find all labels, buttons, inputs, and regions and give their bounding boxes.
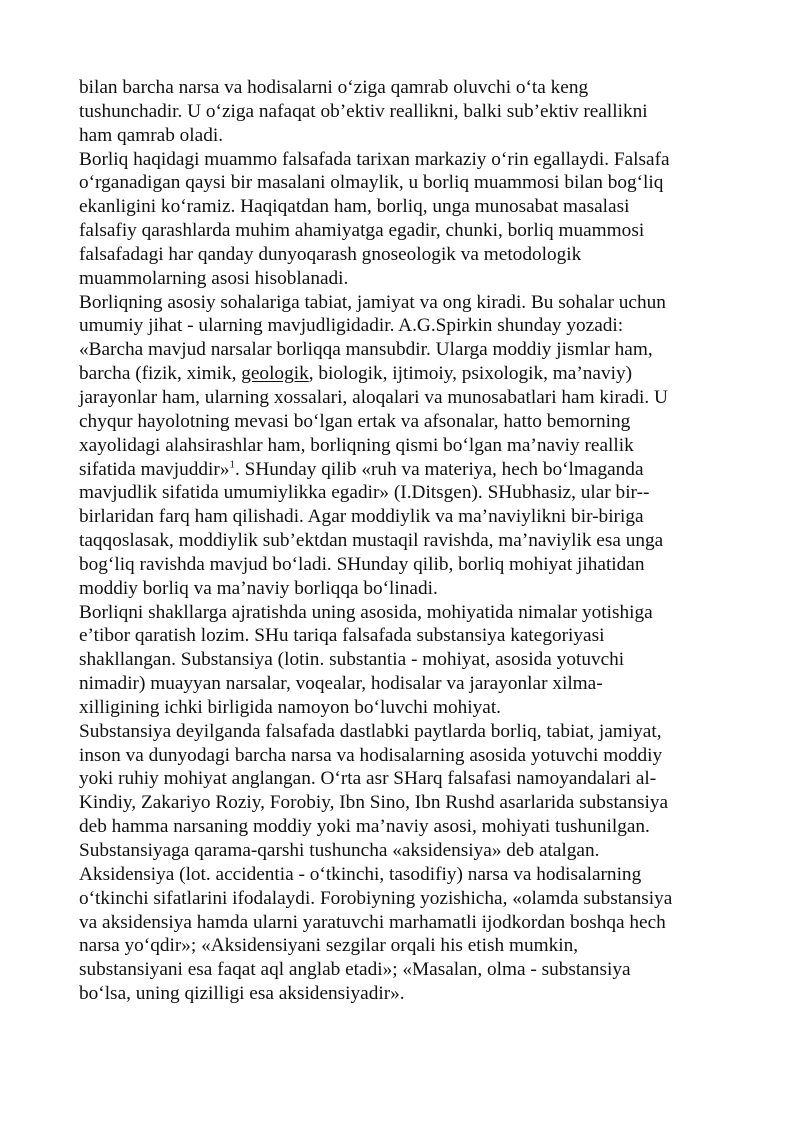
text-line: bog‘liq ravishda mavjud bo‘ladi. SHunday qilib, borliq mohiyat jihatidan [79,553,645,575]
document-body [79,76,739,1006]
text-line: taqqoslasak, moddiylik sub’ektdan mustaqil ravishda, ma’naviylik esa unga [79,530,664,552]
text-line: o‘tkinchi sifatlarini ifodalaydi. Forobiyning yozishicha, «olamda substansiya [79,887,673,909]
text-line: jarayonlar ham, ularning xossalari, aloqalari va munosabatlari ham kiradi. U [79,386,668,408]
text-line: Borliqni shakllarga ajratishda uning asosida, mohiyatida nimalar yotishiga [79,601,653,623]
text-line: shakllangan. Substansiya (lotin. substantia - mohiyat, asosida yotuvchi [79,649,625,671]
text-line [79,458,739,482]
text-line: e’tibor qaratish lozim. SHu tariqa falsafada substansiya kategoriyasi [79,625,605,647]
text-line: Kindiy, Zakariyo Roziy, Forobiy, Ibn Sino, Ibn Rushd asarlarida substansiya [79,792,669,814]
text-line: chyqur hayolotning mevasi bo‘lgan ertak va afsonalar, hatto bemorning [79,410,631,432]
text-line: va aksidensiya hamda ularni yaratuvchi marhamatli ijodkordan boshqa hech [79,911,666,933]
text-segment: sifatida mavjuddir» [79,458,230,480]
text-line: umumiy jihat - ularning mavjudligidadir. A.G.Spirkin shunday yozadi: [79,315,624,337]
text-line: bilan barcha narsa va hodisalarni o‘ziga qamrab oluvchi o‘ta keng [79,77,589,98]
text-line: moddiy borliq va ma’naviy borliqqa bo‘linadi. [79,577,438,599]
footnote-reference: 1 [229,458,235,471]
text-line: Borliqning asosiy sohalariga tabiat, jamiyat va ong kiradi. Bu sohalar uchun [79,291,666,313]
text-line: bo‘lsa, uning qizilligi esa aksidensiyadir». [79,983,405,1005]
text-line: Aksidensiya (lot. accidentia - o‘tkinchi, tasodifiy) narsa va hodisalarning [79,863,642,885]
text-segment: , biologik, ijtimoiy, psixologik, ma’naviy) [308,363,633,385]
text-line: falsafadagi har qanday dunyoqarash gnoseologik va metodologik [79,243,582,265]
text-line: falsafiy qarashlarda muhim ahamiyatga egadir, chunki, borliq muammosi [79,220,645,242]
text-line: Borliq haqidagi muammo falsafada tarixan markaziy o‘rin egallaydi. Falsafa [79,148,670,170]
text-line: yoki ruhiy mohiyat anglangan. O‘rta asr SHarq falsafasi namoyandalari al- [79,768,657,790]
text-line: ekanligini ko‘ramiz. Haqiqatdan ham, borliq, unga munosabat masalasi [79,196,630,218]
text-line: ham qamrab oladi. [79,124,224,146]
text-line: nimadir) muayyan narsalar, voqealar, hodisalar va jarayonlar xilma- [79,673,603,695]
text-line: narsa yo‘qdir»; «Aksidensiyani sezgilar orqali his etish mumkin, [79,935,579,957]
text-line: mavjudlik sifatida umumiylikka egadir» (I.Ditsgen). SHubhasiz, ular bir-- [79,482,650,504]
text-line [79,362,739,386]
text-line: deb hamma narsaning moddiy yoki ma’naviy asosi, mohiyati tushunilgan. [79,816,650,838]
text-line: xilligining ichki birligida namoyon bo‘luvchi mohiyat. [79,696,501,718]
text-line: o‘rganadigan qaysi bir masalani olmaylik, u borliq muammosi bilan bog‘liq [79,172,664,194]
text-line: substansiyani esa faqat aql anglab etadi»; «Masalan, olma - substansiya [79,959,631,981]
text-line: inson va dunyodagi barcha narsa va hodisalarning asosida yotuvchi moddiy [79,744,663,766]
text-line: xayolidagi alahsirashlar ham, borliqning qismi bo‘lgan ma’naviy reallik [79,434,634,456]
text-line: muammolarning asosi hisoblanadi. [79,267,349,289]
text-line: Substansiyaga qarama-qarshi tushuncha «aksidensiya» deb atalgan. [79,840,600,861]
geologik-link[interactable]: geologik [241,363,309,385]
text-segment: . SHunday qilib «ruh va materiya, hech bo‘lmaganda [234,458,644,480]
text-line: tushunchadir. U o‘ziga nafaqat ob’ektiv reallikni, balki sub’ektiv reallikni [79,100,648,122]
text-line: Substansiya deyilganda falsafada dastlabki paytlarda borliq, tabiat, jamiyat, [79,720,662,742]
text-line: «Barcha mavjud narsalar borliqqa mansubdir. Ularga moddiy jismlar ham, [79,339,653,361]
text-segment: barcha (fizik, ximik, [79,363,242,385]
text-line: birlaridan farq ham qilishadi. Agar moddiylik va ma’naviylikni bir-biriga [79,506,644,528]
